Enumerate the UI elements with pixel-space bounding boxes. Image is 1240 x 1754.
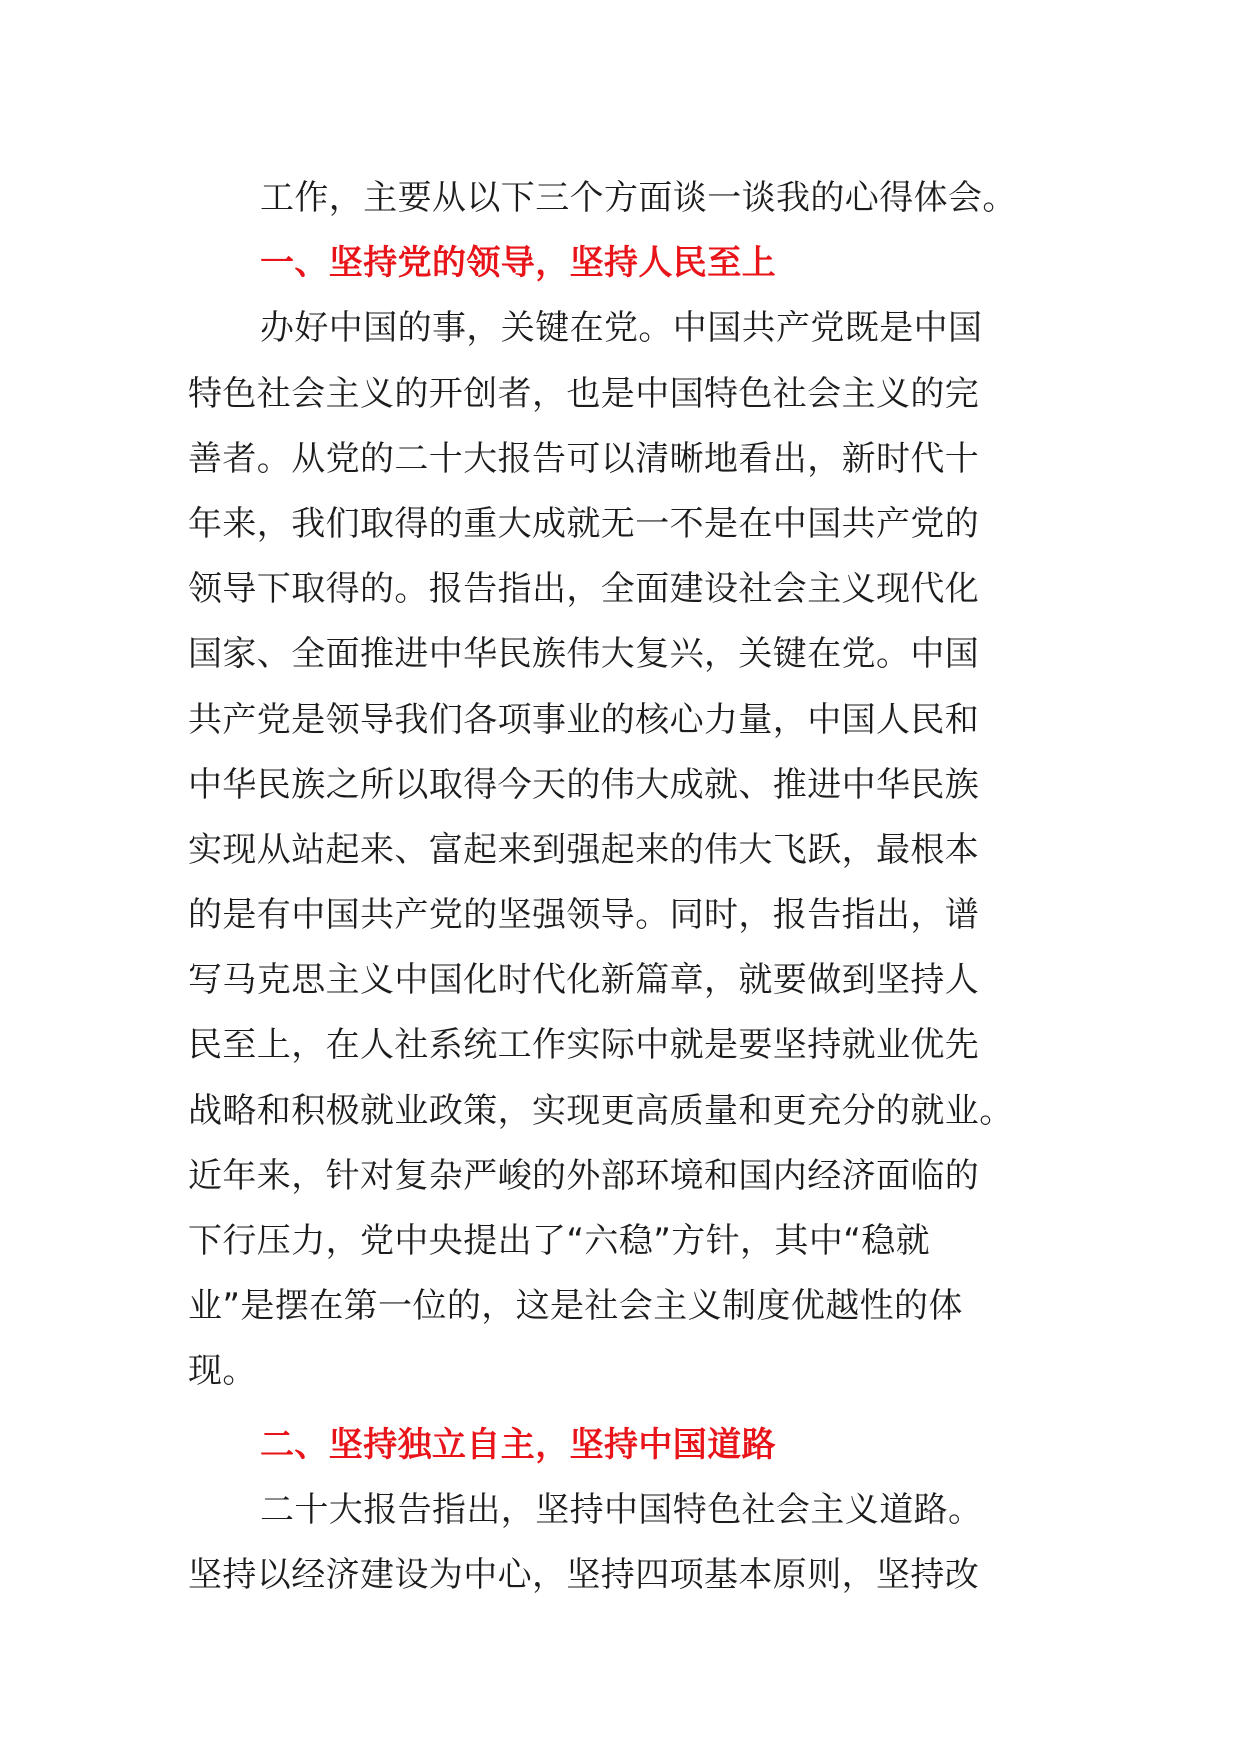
paragraph-line: 业”是摆在第一位的，这是社会主义制度优越性的体	[188, 1286, 963, 1327]
paragraph-line: 共产党是领导我们各项事业的核心力量，中国人民和	[188, 699, 980, 740]
paragraph-line: 年来，我们取得的重大成就无一不是在中国共产党的	[188, 503, 980, 544]
paragraph-line: 特色社会主义的开创者，也是中国特色社会主义的完	[188, 373, 980, 414]
paragraph-line: 二十大报告指出，坚持中国特色社会主义道路。	[260, 1489, 983, 1530]
intro-line: 工作，主要从以下三个方面谈一谈我的心得体会。	[260, 178, 1017, 218]
paragraph-line: 领导下取得的。报告指出，全面建设社会主义现代化	[188, 569, 980, 610]
section-heading-1: 一、坚持党的领导，坚持人民至上	[260, 243, 776, 284]
paragraph-line: 的是有中国共产党的坚强领导。同时，报告指出，谱	[188, 895, 980, 936]
paragraph-line: 战略和积极就业政策，实现更高质量和更充分的就业。	[188, 1090, 1014, 1131]
paragraph-line: 现。	[188, 1351, 257, 1392]
paragraph-line: 下行压力，党中央提出了“六稳”方针，其中“稳就	[188, 1221, 931, 1261]
paragraph-line: 善者。从党的二十大报告可以清晰地看出，新时代十	[188, 438, 980, 479]
paragraph-line: 近年来，针对复杂严峻的外部环境和国内经济面临的	[188, 1155, 980, 1196]
paragraph-2	[188, 1478, 1032, 1608]
paragraph-line: 实现从站起来、富起来到强起来的伟大飞跃，最根本	[188, 829, 980, 870]
paragraph-line: 中华民族之所以取得今天的伟大成就、推进中华民族	[188, 764, 980, 805]
paragraph-line: 民至上，在人社系统工作实际中就是要坚持就业优先	[188, 1025, 980, 1066]
paragraph-line: 坚持以经济建设为中心，坚持四项基本原则，坚持改	[188, 1554, 980, 1595]
paragraph-line: 国家、全面推进中华民族伟大复兴，关键在党。中国	[188, 634, 980, 675]
section-heading-2: 二、坚持独立自主，坚持中国道路	[260, 1424, 776, 1465]
paragraph-1	[188, 296, 1032, 1404]
document-body	[188, 166, 1032, 1608]
paragraph-line: 办好中国的事，关键在党。中国共产党既是中国	[260, 308, 983, 349]
paragraph-line: 写马克思主义中国化时代化新篇章，就要做到坚持人	[188, 960, 980, 1001]
